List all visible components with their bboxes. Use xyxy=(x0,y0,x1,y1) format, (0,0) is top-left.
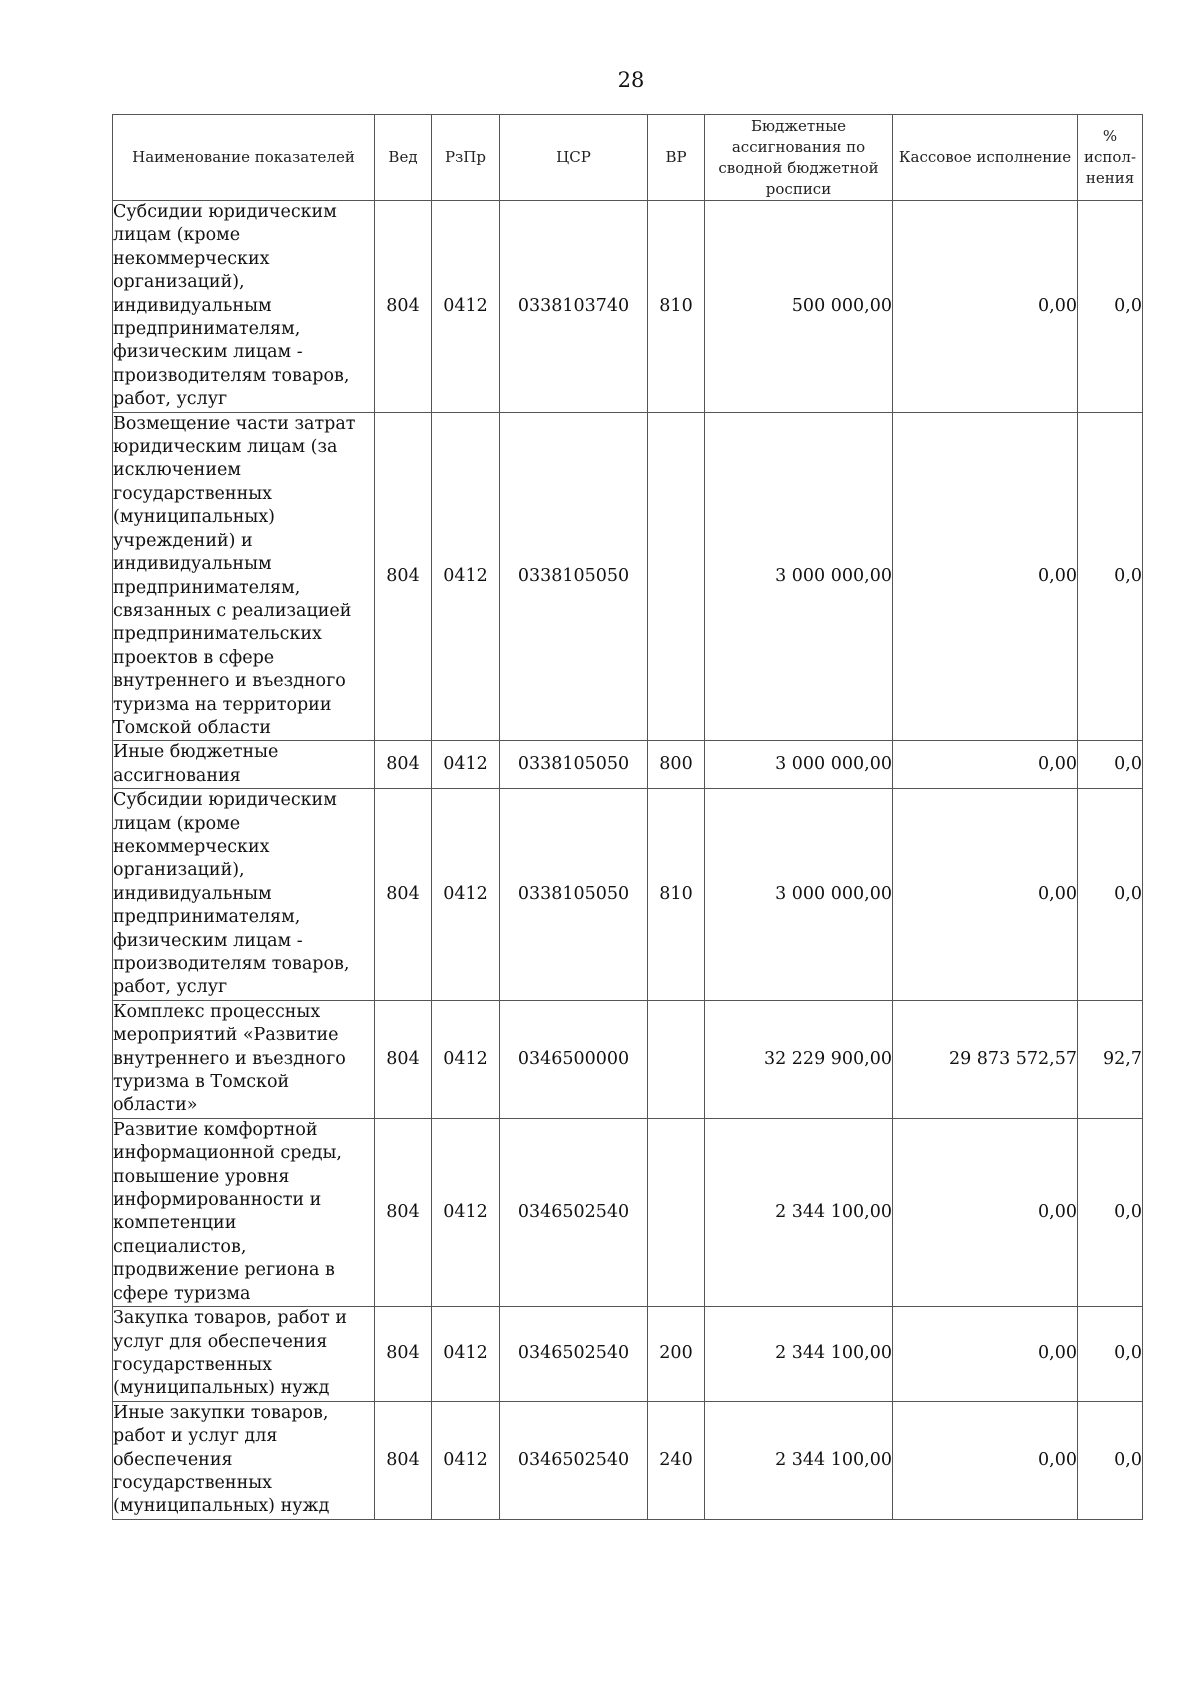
table-header-row xyxy=(113,115,1143,201)
cell-cash: 0,00 xyxy=(893,1118,1078,1306)
cell-assigned: 3 000 000,00 xyxy=(705,789,893,1001)
cell-cash: 0,00 xyxy=(893,741,1078,789)
cell-rzpr: 0412 xyxy=(432,789,500,1001)
budget-table xyxy=(112,114,1143,1520)
header-name: Наименование показателей xyxy=(113,115,375,201)
cell-assigned: 2 344 100,00 xyxy=(705,1118,893,1306)
cell-percent: 0,0 xyxy=(1078,741,1143,789)
cell-name: Иные закупки товаров, работ и услуг для обеспечения государственных (муниципальных) нужд xyxy=(113,1401,375,1519)
header-assigned: Бюджетные ассигнования по сводной бюджетной росписи xyxy=(705,115,893,201)
cell-vr xyxy=(648,412,705,741)
cell-csr: 0346502540 xyxy=(500,1307,648,1402)
cell-rzpr: 0412 xyxy=(432,1000,500,1118)
cell-ved: 804 xyxy=(375,1118,432,1306)
cell-csr: 0338105050 xyxy=(500,789,648,1001)
cell-cash: 0,00 xyxy=(893,1401,1078,1519)
cell-percent: 0,0 xyxy=(1078,412,1143,741)
header-vr: ВР xyxy=(648,115,705,201)
cell-assigned: 32 229 900,00 xyxy=(705,1000,893,1118)
header-ved: Вед xyxy=(375,115,432,201)
cell-percent: 0,0 xyxy=(1078,201,1143,413)
cell-vr xyxy=(648,1118,705,1306)
cell-csr: 0338105050 xyxy=(500,412,648,741)
cell-assigned: 2 344 100,00 xyxy=(705,1401,893,1519)
cell-assigned: 2 344 100,00 xyxy=(705,1307,893,1402)
cell-assigned: 3 000 000,00 xyxy=(705,741,893,789)
table-row xyxy=(113,741,1143,789)
cell-name: Субсидии юридическим лицам (кроме некоммерческих организаций), индивидуальным предпринимателям, физическим лицам - производителям товаров, работ, услуг xyxy=(113,201,375,413)
table-row xyxy=(113,1000,1143,1118)
cell-name: Субсидии юридическим лицам (кроме некоммерческих организаций), индивидуальным предпринимателям, физическим лицам - производителям товаров, работ, услуг xyxy=(113,789,375,1001)
cell-csr: 0346500000 xyxy=(500,1000,648,1118)
table-row xyxy=(113,1118,1143,1306)
cell-vr: 810 xyxy=(648,789,705,1001)
cell-vr: 800 xyxy=(648,741,705,789)
cell-vr: 240 xyxy=(648,1401,705,1519)
header-cash: Кассовое исполнение xyxy=(893,115,1078,201)
page-number: 28 xyxy=(617,68,645,92)
table-row xyxy=(113,789,1143,1001)
cell-name: Возмещение части затрат юридическим лицам (за исключением государственных (муниципальных) учреждений) и индивидуальным предпринимателям, связанных с реализацией предпринимательских проектов в сфере внутреннего и въездного туризма на территории Томской области xyxy=(113,412,375,741)
cell-ved: 804 xyxy=(375,412,432,741)
cell-rzpr: 0412 xyxy=(432,741,500,789)
cell-ved: 804 xyxy=(375,1401,432,1519)
cell-cash: 0,00 xyxy=(893,1307,1078,1402)
header-percent: % испол- нения xyxy=(1078,115,1143,201)
cell-cash: 29 873 572,57 xyxy=(893,1000,1078,1118)
cell-name: Комплекс процессных мероприятий «Развитие внутреннего и въездного туризма в Томской области» xyxy=(113,1000,375,1118)
cell-name: Иные бюджетные ассигнования xyxy=(113,741,375,789)
cell-ved: 804 xyxy=(375,789,432,1001)
cell-name: Развитие комфортной информационной среды, повышение уровня информированности и компетенции специалистов, продвижение региона в сфере туризма xyxy=(113,1118,375,1306)
cell-csr: 0346502540 xyxy=(500,1118,648,1306)
cell-ved: 804 xyxy=(375,1000,432,1118)
table-row xyxy=(113,201,1143,413)
header-csr: ЦСР xyxy=(500,115,648,201)
cell-rzpr: 0412 xyxy=(432,1401,500,1519)
cell-rzpr: 0412 xyxy=(432,1307,500,1402)
table-row xyxy=(113,412,1143,741)
cell-percent: 0,0 xyxy=(1078,1307,1143,1402)
cell-cash: 0,00 xyxy=(893,412,1078,741)
cell-percent: 0,0 xyxy=(1078,1118,1143,1306)
cell-percent: 0,0 xyxy=(1078,1401,1143,1519)
cell-csr: 0338105050 xyxy=(500,741,648,789)
header-rzpr: РзПр xyxy=(432,115,500,201)
cell-csr: 0338103740 xyxy=(500,201,648,413)
cell-ved: 804 xyxy=(375,741,432,789)
cell-ved: 804 xyxy=(375,1307,432,1402)
table-row xyxy=(113,1401,1143,1519)
cell-percent: 92,7 xyxy=(1078,1000,1143,1118)
cell-vr xyxy=(648,1000,705,1118)
cell-assigned: 500 000,00 xyxy=(705,201,893,413)
cell-percent: 0,0 xyxy=(1078,789,1143,1001)
cell-rzpr: 0412 xyxy=(432,412,500,741)
cell-rzpr: 0412 xyxy=(432,201,500,413)
table-row xyxy=(113,1307,1143,1402)
cell-vr: 810 xyxy=(648,201,705,413)
cell-cash: 0,00 xyxy=(893,789,1078,1001)
cell-rzpr: 0412 xyxy=(432,1118,500,1306)
cell-csr: 0346502540 xyxy=(500,1401,648,1519)
cell-vr: 200 xyxy=(648,1307,705,1402)
cell-ved: 804 xyxy=(375,201,432,413)
cell-assigned: 3 000 000,00 xyxy=(705,412,893,741)
cell-cash: 0,00 xyxy=(893,201,1078,413)
cell-name: Закупка товаров, работ и услуг для обеспечения государственных (муниципальных) нужд xyxy=(113,1307,375,1402)
